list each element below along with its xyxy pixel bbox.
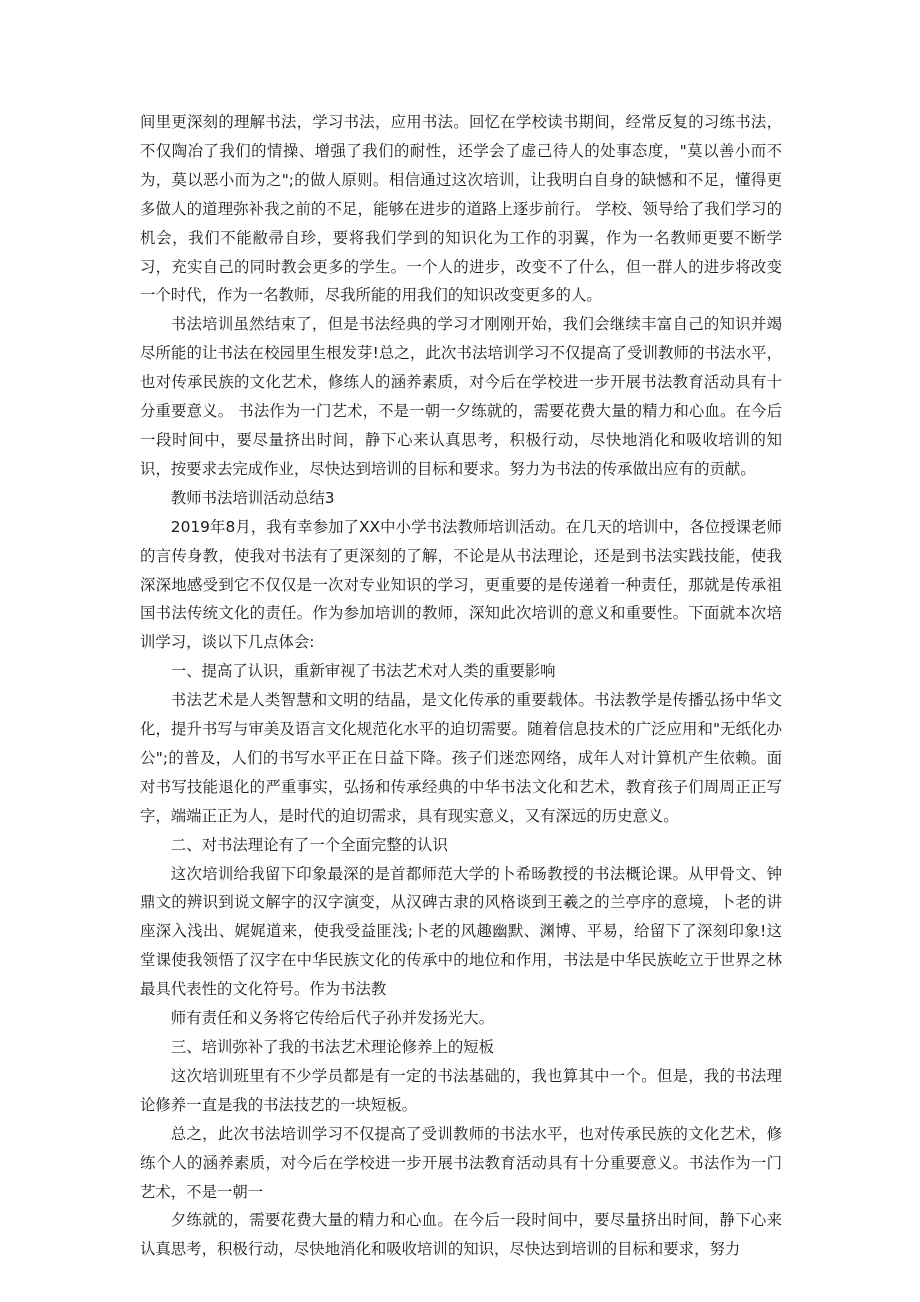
section-heading: 二、对书法理论有了一个全面完整的认识	[170, 835, 448, 854]
paragraph: 这次培训给我留下印象最深的是首都师范大学的卜希旸教授的书法概论课。从甲骨文、钟鼎文的辨识到说文解字的汉字演变，从汉碑古隶的风格谈到王羲之的兰亭序的意境，卜老的讲座深入浅出、娓娓道来，使我受益匪浅;卜老的风趣幽默、渊博、平易，给留下了深刻印象!这堂课使我领悟了汉字在中华民族文化的传承中的地位和作用，书法是中华民族屹立于世界之林最具代表性的文化符号。作为书法教	[140, 864, 782, 999]
section-title: 教师书法培训活动总结3	[170, 488, 335, 507]
section-heading: 三、培训弥补了我的书法艺术理论修养上的短板	[170, 1038, 495, 1056]
paragraph: 书法艺术是人类智慧和文明的结晶，是文化传承的重要载体。书法教学是传播弘扬中华文化，提升书写与审美及语言文化规范化水平的迫切需要。随着信息技术的广泛应用和"无纸化办公";的普及，人们的书写水平正在日益下降。孩子们迷恋网络，成年人对计算机产生依赖。面对书写技能退化的严重事实，弘扬和传承经典的中华书法文化和艺术，教育孩子们周周正正写字，端端正正为人，是时代的迫切需求，具有现实意义，又有深远的历史意义。	[140, 691, 782, 825]
paragraph: 总之，此次书法培训学习不仅提高了受训教师的书法水平，也对传承民族的文化艺术，修练个人的涵养素质，对今后在学校进一步开展书法教育活动具有十分重要意义。书法作为一门艺术，不是一朝一	[140, 1124, 782, 1201]
section-heading: 一、提高了认识，重新审视了书法艺术对人类的重要影响	[170, 662, 556, 681]
paragraph: 这次培训班里有不少学员都是有一定的书法基础的，我也算其中一个。但是，我的书法理论修养一直是我的书法技艺的一块短板。	[140, 1066, 782, 1114]
paragraph: 2019年8月，我有幸参加了XX中小学书法教师培训活动。在几天的培训中，各位授课老师的言传身教，使我对书法有了更深刻的了解，不论是从书法理论，还是到书法实践技能，使我深深地感受到它不仅仅是一次对专业知识的学习，更重要的是传递着一种责任，那就是传承祖国书法传统文化的责任。作为参加培训的教师，深知此次培训的意义和重要性。下面就本次培训学习，谈以下几点体会:	[140, 517, 782, 652]
paragraph: 间里更深刻的理解书法，学习书法，应用书法。回忆在学校读书期间，经常反复的习练书法，不仅陶冶了我们的情操、增强了我们的耐性，还学会了虚己待人的处事态度，"莫以善小而不为，莫以恶小而为之";的做人原则。相信通过这次培训，让我明白自身的缺憾和不足，懂得更多做人的道理弥补我之前的不足，能够在进步的道路上逐步前行。 学校、领导给了我们学习的机会，我们不能敝帚自珍，要将我们学到的知识化为工作的羽翼，作为一名教师更要不断学习，充实自己的同时教会更多的学生。一个人的进步，改变不了什么，但一群人的进步将改变一个时代，作为一名教师，尽我所能的用我们的知识改变更多的人。	[140, 113, 782, 305]
paragraph: 书法培训虽然结束了，但是书法经典的学习才刚刚开始，我们会继续丰富自己的知识并竭尽所能的让书法在校园里生根发芽!总之，此次书法培训学习不仅提高了受训教师的书法水平，也对传承民族的文化艺术，修练人的涵养素质，对今后在学校进一步开展书法教育活动具有十分重要意义。 书法作为一门艺术，不是一朝一夕练就的，需要花费大量的精力和心血。在今后一段时间中，要尽量挤出时间，静下心来认真思考，积极行动，尽快地消化和吸收培训的知识，按要求去完成作业，尽快达到培训的目标和要求。努力为书法的传承做出应有的贡献。	[140, 315, 782, 478]
document-page	[140, 108, 782, 1264]
paragraph: 师有责任和义务将它传给后代子孙并发扬光大。	[170, 1009, 495, 1028]
paragraph: 夕练就的，需要花费大量的精力和心血。在今后一段时间中，要尽量挤出时间，静下心来认真思考，积极行动，尽快地消化和吸收培训的知识，尽快达到培训的目标和要求，努力	[140, 1211, 782, 1259]
